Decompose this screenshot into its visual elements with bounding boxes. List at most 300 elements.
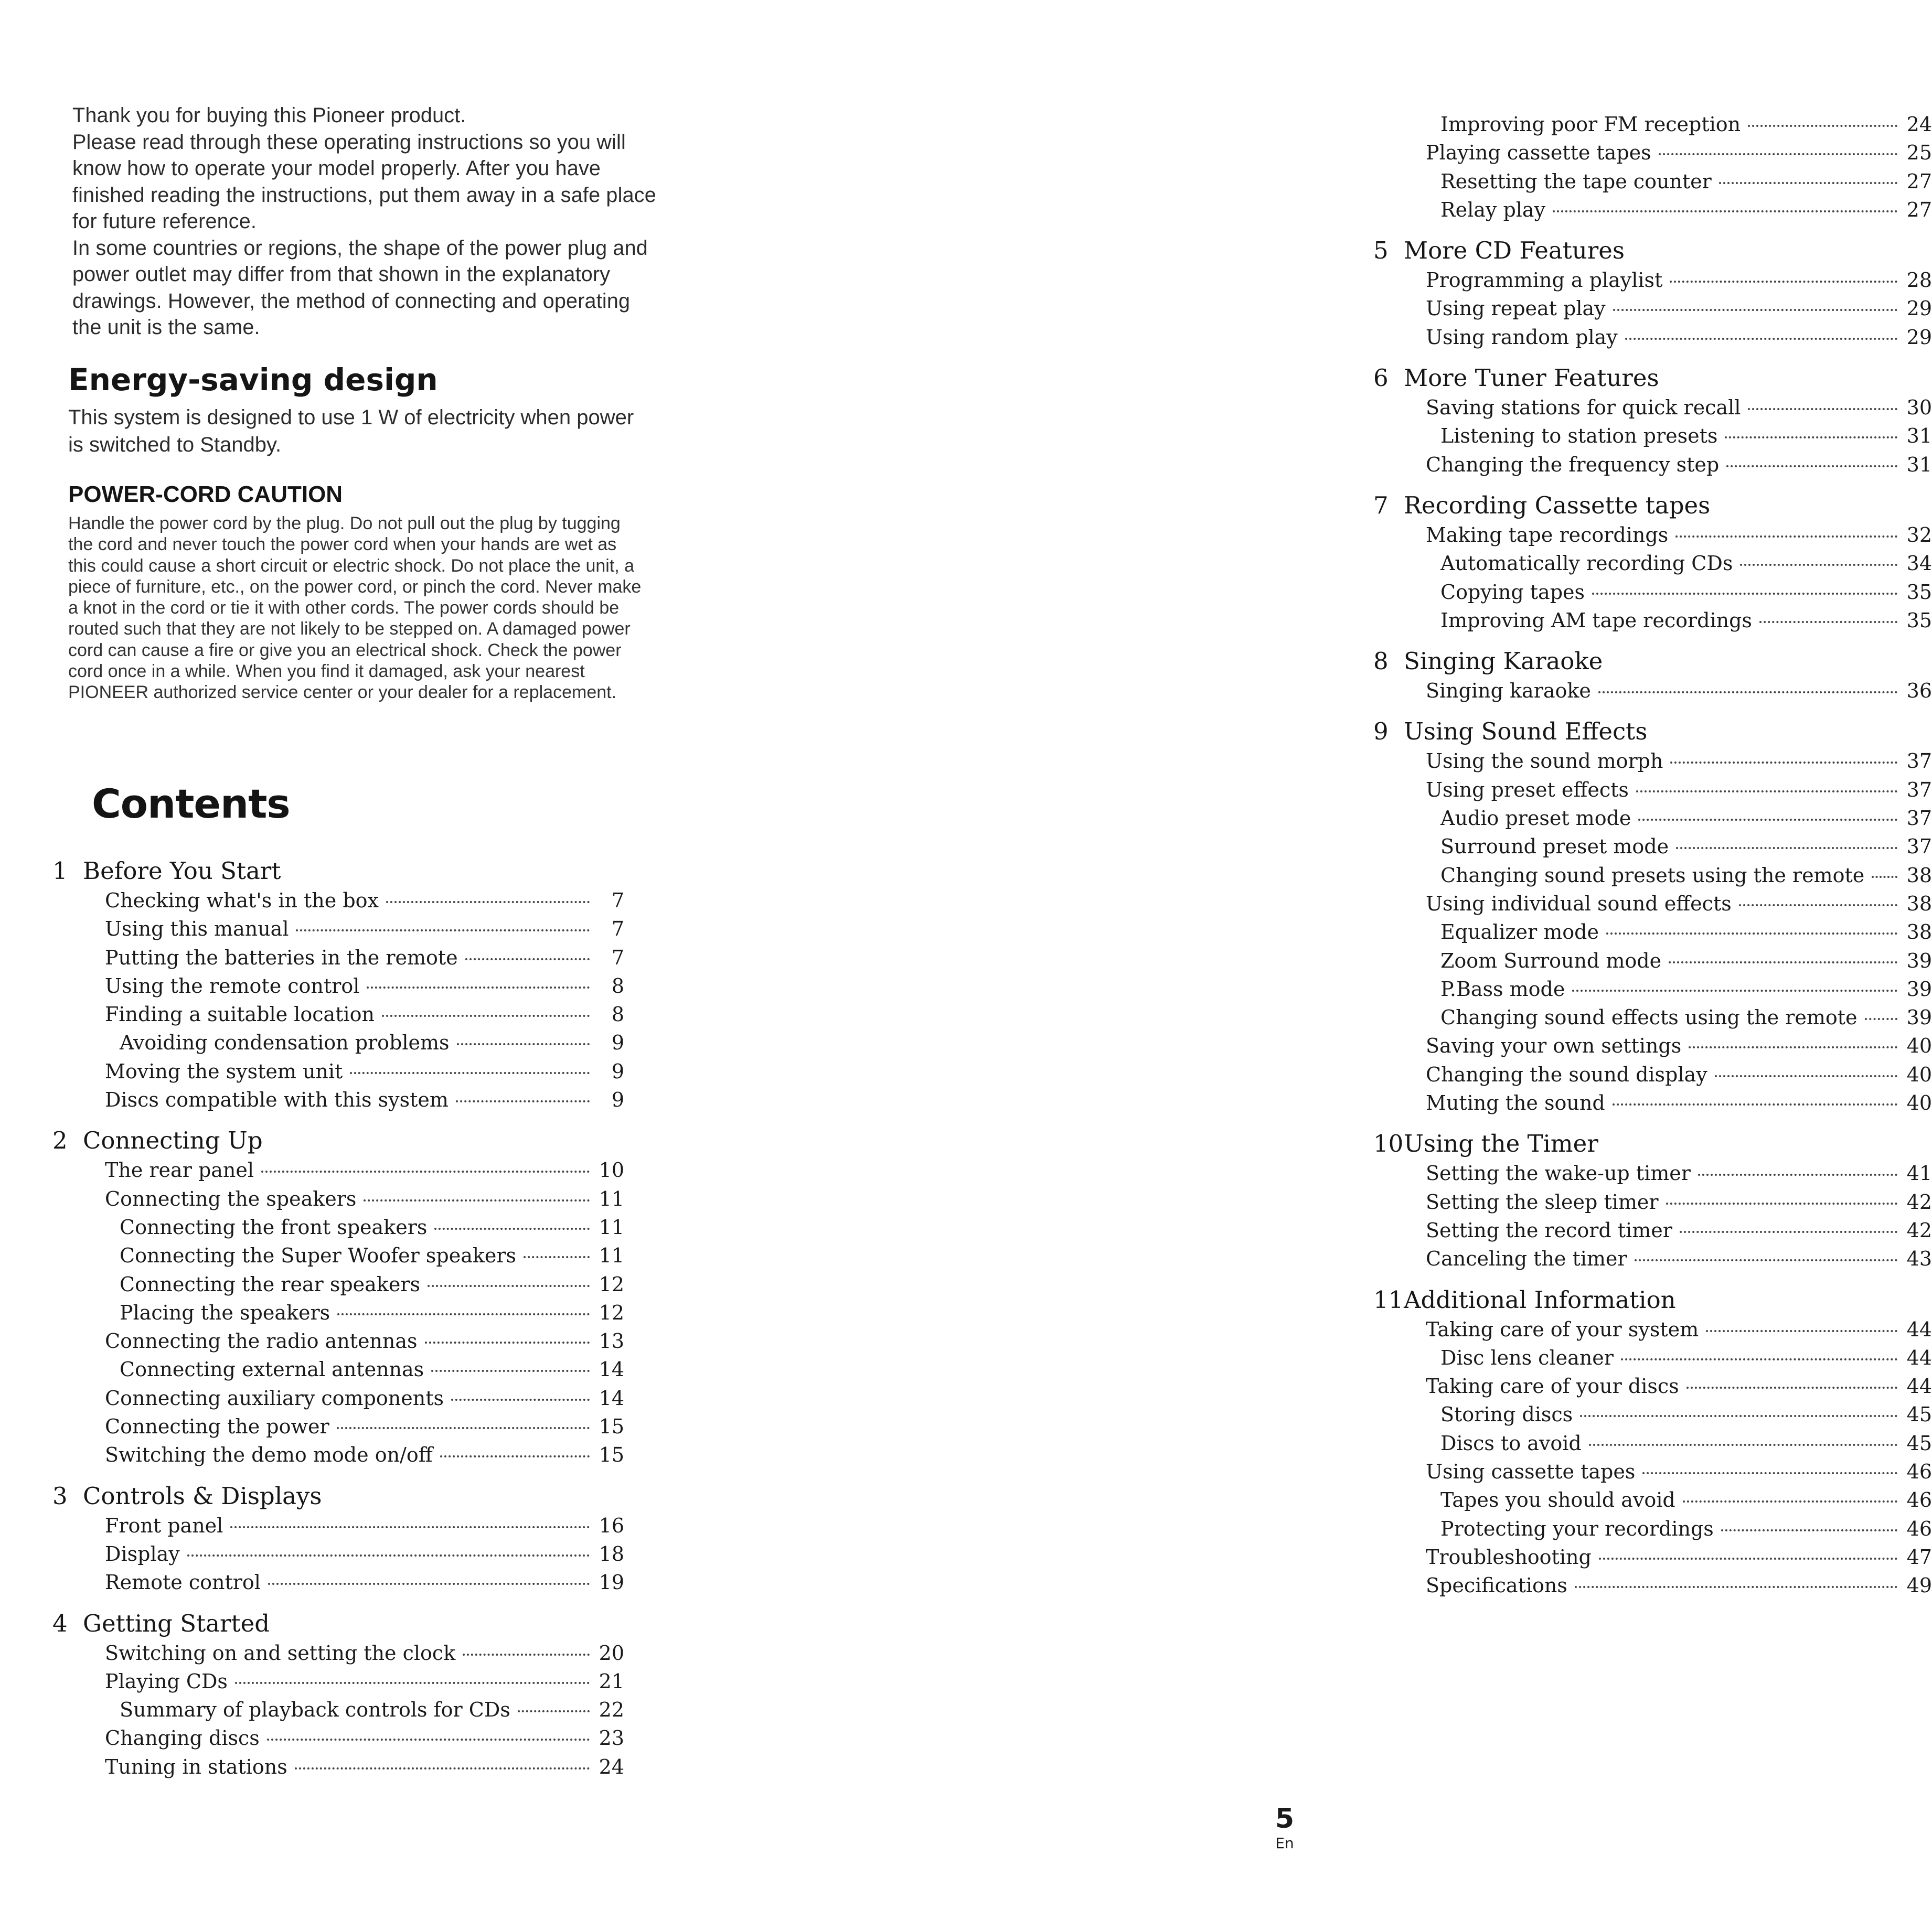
toc-entry-title: Canceling the timer <box>1426 1247 1627 1271</box>
toc-entry <box>52 1696 624 1724</box>
toc-entry-title: Playing CDs <box>105 1669 228 1693</box>
toc-leader-dots <box>1725 436 1897 438</box>
toc-leader-dots <box>1592 593 1897 595</box>
toc-entry <box>52 1355 624 1384</box>
toc-entry-page: 44 <box>1906 1346 1932 1369</box>
toc-entry-title: Listening to station presets <box>1440 424 1718 448</box>
toc-entry-title: Remote control <box>105 1571 261 1594</box>
toc-entry-title: Connecting external antennas <box>120 1358 424 1381</box>
toc-entry <box>1373 832 1932 861</box>
toc-entry-title: Finding a suitable location <box>105 1003 375 1026</box>
toc-leader-dots <box>1721 1529 1897 1531</box>
toc-entry-title: Changing sound presets using the remote <box>1440 863 1865 887</box>
toc-leader-dots <box>1572 990 1897 992</box>
toc-section-title <box>52 1608 624 1639</box>
toc-leader-dots <box>1635 1259 1897 1261</box>
toc-entry-page: 31 <box>1906 453 1932 476</box>
toc-entry-page: 11 <box>599 1244 624 1268</box>
toc-entry-page: 47 <box>1906 1545 1932 1569</box>
toc-right-column <box>1373 110 1932 1600</box>
toc-entry <box>52 1327 624 1355</box>
toc-section-number: 9 <box>1373 717 1389 746</box>
toc-section-title <box>52 1481 624 1511</box>
toc-entry <box>1373 1429 1932 1457</box>
toc-leader-dots <box>235 1682 590 1684</box>
toc-leader-dots <box>1636 790 1897 792</box>
toc-entry-page: 31 <box>1906 424 1932 448</box>
toc-entry-title: Connecting the speakers <box>105 1187 357 1210</box>
toc-section-number: 7 <box>1373 491 1389 519</box>
toc-entry <box>1373 1315 1932 1344</box>
toc-entry <box>1373 1372 1932 1400</box>
toc-entry-page: 7 <box>611 946 624 969</box>
toc-entry-page: 12 <box>599 1301 624 1324</box>
toc-entry <box>52 943 624 972</box>
toc-entry <box>1373 1571 1932 1600</box>
toc-entry <box>52 1639 624 1667</box>
toc-section-continued <box>1373 110 1932 224</box>
toc-entry-page: 42 <box>1906 1190 1932 1214</box>
section-gap <box>1373 635 1932 646</box>
toc-section <box>52 856 624 1114</box>
toc-entry-title: Connecting the Super Woofer speakers <box>120 1244 517 1268</box>
toc-entry <box>1373 1515 1932 1543</box>
toc-section-number: 2 <box>52 1127 68 1155</box>
toc-section-name: More CD Features <box>1404 237 1625 265</box>
toc-entry-title: Connecting the power <box>105 1415 329 1439</box>
toc-entry-title: Using the remote control <box>105 974 360 998</box>
toc-entry-page: 39 <box>1906 949 1932 972</box>
toc-section-title <box>1373 646 1932 677</box>
toc-entry-title: Setting the record timer <box>1426 1218 1672 1242</box>
toc-entry-page: 49 <box>1906 1574 1932 1597</box>
toc-entry-title: Front panel <box>105 1514 223 1537</box>
toc-entry <box>1373 1032 1932 1060</box>
toc-entry-page: 34 <box>1906 552 1932 575</box>
toc-entry <box>52 1270 624 1299</box>
toc-entry <box>1373 1344 1932 1372</box>
toc-section-title <box>1373 716 1932 747</box>
toc-leader-dots <box>230 1526 590 1528</box>
toc-entry <box>1373 549 1932 577</box>
toc-entry-page: 20 <box>599 1641 624 1665</box>
toc-leader-dots <box>1580 1415 1897 1417</box>
toc-entry-page: 12 <box>599 1272 624 1296</box>
toc-entry-title: Changing the frequency step <box>1426 453 1720 476</box>
toc-leader-dots <box>386 901 590 903</box>
toc-leader-dots <box>1748 408 1897 410</box>
page-number: 5 <box>1275 1803 1294 1835</box>
toc-entry-page: 38 <box>1906 920 1932 944</box>
toc-entry <box>1373 861 1932 889</box>
toc-entry-title: Tapes you should avoid <box>1440 1488 1675 1512</box>
toc-entry <box>1373 578 1932 606</box>
toc-entry-title: Taking care of your system <box>1426 1317 1699 1341</box>
toc-section <box>1373 646 1932 705</box>
toc-entry <box>1373 323 1932 351</box>
toc-leader-dots <box>463 1654 590 1656</box>
section-gap <box>1373 1117 1932 1129</box>
toc-entry-title: Avoiding condensation problems <box>120 1031 450 1055</box>
section-gap <box>52 1470 624 1481</box>
toc-section-name: Additional Information <box>1404 1285 1676 1314</box>
toc-leader-dots <box>367 986 590 989</box>
toc-entry-title: Setting the wake-up timer <box>1426 1162 1691 1185</box>
toc-leader-dots <box>1575 1586 1897 1588</box>
toc-entry-title: Using this manual <box>105 917 289 941</box>
toc-leader-dots <box>296 929 590 931</box>
toc-entry-title: Surround preset mode <box>1440 835 1669 859</box>
toc-entry-page: 13 <box>599 1329 624 1353</box>
toc-entry-page: 44 <box>1906 1317 1932 1341</box>
toc-entry <box>1373 975 1932 1003</box>
toc-leader-dots <box>1675 535 1897 538</box>
toc-leader-dots <box>350 1072 590 1074</box>
toc-entry <box>1373 196 1932 224</box>
toc-leader-dots <box>465 958 590 960</box>
toc-entry <box>52 1213 624 1241</box>
toc-entry-title: Placing the speakers <box>120 1301 330 1324</box>
toc-leader-dots <box>1676 847 1897 849</box>
toc-entry <box>1373 167 1932 196</box>
toc-section-name: Using Sound Effects <box>1404 717 1648 746</box>
toc-entry-page: 36 <box>1906 679 1932 703</box>
toc-entry-title: Switching the demo mode on/off <box>105 1443 433 1467</box>
toc-section <box>52 1608 624 1781</box>
toc-entry-page: 15 <box>599 1443 624 1467</box>
toc-entry-page: 37 <box>1906 835 1932 859</box>
toc-entry-title: Changing sound effects using the remote <box>1440 1006 1858 1029</box>
toc-entry-title: P.Bass mode <box>1440 977 1565 1001</box>
toc-leader-dots <box>1670 281 1897 283</box>
toc-section-name: Recording Cassette tapes <box>1404 491 1711 519</box>
toc-entry <box>1373 521 1932 549</box>
toc-entry <box>1373 1400 1932 1429</box>
toc-entry-page: 37 <box>1906 749 1932 773</box>
toc-entry-page: 24 <box>599 1755 624 1778</box>
toc-entry-title: Resetting the tape counter <box>1440 169 1712 193</box>
toc-leader-dots <box>1759 621 1897 623</box>
toc-entry-page: 21 <box>599 1669 624 1693</box>
section-gap <box>1373 351 1932 363</box>
toc-leader-dots <box>440 1455 590 1457</box>
toc-entry-title: Muting the sound <box>1426 1091 1605 1115</box>
toc-section-name: Controls & Displays <box>83 1482 322 1510</box>
toc-entry-title: Playing cassette tapes <box>1426 141 1651 165</box>
toc-section-title <box>1373 1129 1932 1159</box>
toc-leader-dots <box>1706 1330 1897 1332</box>
toc-entry <box>52 1540 624 1568</box>
toc-entry <box>52 1384 624 1412</box>
toc-section <box>1373 716 1932 1117</box>
contents-heading: Contents <box>92 780 290 827</box>
toc-entry <box>1373 776 1932 804</box>
toc-entry-page: 32 <box>1906 523 1932 546</box>
toc-leader-dots <box>1726 465 1897 467</box>
toc-entry-title: The rear panel <box>105 1159 254 1182</box>
toc-entry-page: 39 <box>1906 1006 1932 1029</box>
toc-entry-title: Checking what's in the box <box>105 889 379 912</box>
toc-leader-dots <box>1598 691 1897 693</box>
toc-section-number: 5 <box>1373 237 1389 265</box>
toc-leader-dots <box>1659 153 1897 155</box>
toc-entry-page: 42 <box>1906 1218 1932 1242</box>
section-gap <box>1373 1273 1932 1285</box>
toc-entry <box>52 1057 624 1086</box>
toc-entry-page: 29 <box>1906 325 1932 349</box>
toc-entry-title: Using repeat play <box>1426 297 1606 320</box>
toc-entry-page: 46 <box>1906 1460 1932 1483</box>
toc-entry <box>1373 266 1932 294</box>
toc-entry-page: 14 <box>599 1386 624 1410</box>
toc-entry-page: 23 <box>599 1726 624 1750</box>
toc-leader-dots <box>1589 1444 1897 1446</box>
toc-section-title <box>52 1125 624 1156</box>
toc-entry-title: Discs compatible with this system <box>105 1088 449 1112</box>
toc-section-number: 4 <box>52 1609 68 1637</box>
toc-entry-title: Disc lens cleaner <box>1440 1346 1614 1369</box>
toc-section-number: 3 <box>52 1482 68 1510</box>
toc-entry-title: Equalizer mode <box>1440 920 1599 944</box>
toc-left-column <box>52 856 624 1781</box>
toc-entry <box>1373 1543 1932 1571</box>
toc-entry-title: Singing karaoke <box>1426 679 1591 703</box>
toc-entry-page: 14 <box>599 1358 624 1381</box>
toc-section-number: 11 <box>1373 1285 1404 1314</box>
toc-entry <box>1373 294 1932 323</box>
toc-section-title <box>1373 1285 1932 1315</box>
toc-section-name: Singing Karaoke <box>1404 647 1603 675</box>
toc-entry-page: 40 <box>1906 1091 1932 1115</box>
toc-leader-dots <box>1719 182 1897 184</box>
toc-entry-page: 10 <box>599 1159 624 1182</box>
toc-entry-page: 8 <box>611 974 624 998</box>
toc-entry-title: Using preset effects <box>1426 778 1629 801</box>
toc-entry-title: Switching on and setting the clock <box>105 1641 456 1665</box>
toc-leader-dots <box>261 1171 590 1173</box>
toc-entry-title: Copying tapes <box>1440 580 1585 604</box>
toc-entry-title: Moving the system unit <box>105 1059 343 1083</box>
toc-entry <box>1373 1457 1932 1486</box>
page-footer <box>1275 1803 1294 1852</box>
toc-entry-page: 27 <box>1906 198 1932 221</box>
toc-leader-dots <box>451 1399 590 1401</box>
toc-section-title <box>1373 235 1932 266</box>
toc-section <box>1373 363 1932 479</box>
toc-entry <box>52 1000 624 1028</box>
power-cord-caution-text: Handle the power cord by the plug. Do not pull out the plug by tugging the cord and never touch the power cord when your hands are wet as this could cause a short circuit or electric shock. Do not place the unit, a piece of furniture, etc., on the power cord, or pinch the cord. Never make a knot in the cord or tie it with other cords. The power cords should be routed such that they are not likely to be stepped on. A damaged power cord can cause a fire or give you an electrical shock. Check the power cord once in a while. When you find it damaged, ask your nearest PIONEER authorized service center or your dealer for a replacement. <box>68 513 642 703</box>
toc-leader-dots <box>1698 1174 1897 1176</box>
toc-entry-page: 46 <box>1906 1517 1932 1540</box>
toc-leader-dots <box>1739 904 1897 906</box>
toc-leader-dots <box>1599 1558 1897 1560</box>
toc-leader-dots <box>1606 932 1897 935</box>
toc-entry-page: 15 <box>599 1415 624 1439</box>
toc-entry <box>52 1753 624 1781</box>
toc-entry-title: Setting the sleep timer <box>1426 1190 1659 1214</box>
toc-entry-title: Zoom Surround mode <box>1440 949 1662 972</box>
toc-entry <box>1373 606 1932 635</box>
energy-saving-text: This system is designed to use 1 W of electricity when power is switched to Standby. <box>68 406 634 456</box>
toc-entry <box>1373 1486 1932 1514</box>
toc-entry-page: 11 <box>599 1187 624 1210</box>
toc-leader-dots <box>1748 125 1897 127</box>
toc-leader-dots <box>456 1100 590 1102</box>
toc-entry-page: 45 <box>1906 1431 1932 1455</box>
intro-paragraph: Thank you for buying this Pioneer product. <box>72 104 466 127</box>
toc-entry-title: Using individual sound effects <box>1426 892 1732 915</box>
toc-entry <box>1373 1089 1932 1117</box>
section-gap <box>1373 479 1932 490</box>
toc-entry-title: Changing discs <box>105 1726 260 1750</box>
toc-entry <box>1373 947 1932 975</box>
toc-entry-title: Changing the sound display <box>1426 1063 1707 1086</box>
toc-leader-dots <box>295 1767 590 1769</box>
toc-section-name: Getting Started <box>83 1609 270 1637</box>
toc-section-number: 10 <box>1373 1130 1404 1158</box>
section-gap <box>52 1114 624 1125</box>
toc-entry-title: Using random play <box>1426 325 1618 349</box>
toc-leader-dots <box>1689 1046 1897 1048</box>
toc-leader-dots <box>518 1710 590 1712</box>
toc-section-number: 8 <box>1373 647 1389 675</box>
toc-entry-page: 40 <box>1906 1034 1932 1058</box>
toc-section <box>1373 1129 1932 1273</box>
section-gap <box>52 1597 624 1608</box>
toc-entry-page: 24 <box>1906 113 1932 136</box>
toc-leader-dots <box>1638 819 1897 821</box>
toc-leader-dots <box>1625 338 1897 340</box>
toc-entry <box>52 1156 624 1184</box>
toc-entry-title: Putting the batteries in the remote <box>105 946 458 969</box>
toc-entry-page: 39 <box>1906 977 1932 1001</box>
toc-leader-dots <box>1669 961 1897 963</box>
toc-entry <box>1373 677 1932 705</box>
toc-entry <box>52 915 624 943</box>
toc-entry <box>52 1568 624 1596</box>
toc-entry-page: 41 <box>1906 1162 1932 1185</box>
toc-leader-dots <box>1666 1203 1897 1205</box>
toc-entry-page: 37 <box>1906 807 1932 830</box>
toc-entry <box>52 1667 624 1696</box>
toc-entry-page: 28 <box>1906 269 1932 292</box>
toc-leader-dots <box>434 1228 590 1230</box>
toc-entry-title: Saving stations for quick recall <box>1426 396 1741 420</box>
toc-section <box>1373 490 1932 635</box>
toc-entry <box>52 1441 624 1469</box>
toc-entry-page: 45 <box>1906 1403 1932 1427</box>
toc-entry-page: 40 <box>1906 1063 1932 1086</box>
toc-section-title <box>1373 490 1932 521</box>
toc-entry <box>1373 451 1932 479</box>
toc-section <box>1373 235 1932 351</box>
toc-entry-page: 27 <box>1906 169 1932 193</box>
toc-entry <box>52 972 624 1000</box>
toc-entry-page: 46 <box>1906 1488 1932 1512</box>
toc-section-name: Connecting Up <box>83 1127 263 1155</box>
toc-entry-page: 16 <box>599 1514 624 1537</box>
toc-entry <box>52 1511 624 1540</box>
toc-entry-page: 9 <box>611 1059 624 1083</box>
toc-entry-title: Audio preset mode <box>1440 807 1631 830</box>
toc-entry <box>52 1241 624 1270</box>
power-cord-caution-heading: POWER-CORD CAUTION <box>68 481 343 507</box>
toc-section-name: Using the Timer <box>1404 1130 1598 1158</box>
toc-entry <box>52 1724 624 1752</box>
section-gap <box>1373 705 1932 716</box>
toc-section <box>1373 1285 1932 1600</box>
toc-entry <box>1373 110 1932 138</box>
toc-entry-title: Making tape recordings <box>1426 523 1669 546</box>
toc-leader-dots <box>337 1427 590 1429</box>
toc-leader-dots <box>1553 210 1897 212</box>
toc-entry-title: Display <box>105 1542 180 1565</box>
toc-entry <box>1373 747 1932 775</box>
toc-leader-dots <box>425 1342 590 1344</box>
toc-entry-page: 30 <box>1906 396 1932 420</box>
toc-leader-dots <box>1613 309 1897 311</box>
toc-entry-title: Taking care of your discs <box>1426 1375 1679 1398</box>
toc-entry-title: Automatically recording CDs <box>1440 552 1733 575</box>
toc-entry <box>52 1412 624 1441</box>
toc-entry-title: Connecting the rear speakers <box>120 1272 420 1296</box>
toc-entry <box>52 1299 624 1327</box>
toc-entry-title: Using cassette tapes <box>1426 1460 1636 1483</box>
page-language: En <box>1275 1835 1294 1852</box>
toc-entry <box>1373 1245 1932 1273</box>
toc-entry-page: 35 <box>1906 608 1932 632</box>
toc-entry-page: 29 <box>1906 297 1932 320</box>
toc-entry <box>1373 422 1932 450</box>
toc-leader-dots <box>268 1583 590 1585</box>
toc-entry <box>1373 1003 1932 1032</box>
toc-leader-dots <box>1642 1472 1897 1474</box>
toc-entry-page: 9 <box>611 1088 624 1112</box>
toc-entry-title: Relay play <box>1440 198 1546 221</box>
toc-leader-dots <box>267 1739 590 1741</box>
toc-leader-dots <box>1670 762 1897 764</box>
toc-entry-title: Improving poor FM reception <box>1440 113 1741 136</box>
toc-entry-title: Storing discs <box>1440 1403 1573 1427</box>
toc-entry <box>1373 138 1932 167</box>
toc-entry-page: 11 <box>599 1215 624 1239</box>
toc-entry-page: 8 <box>611 1003 624 1026</box>
toc-section-title <box>1373 363 1932 393</box>
toc-section-number: 1 <box>52 857 68 885</box>
toc-entry-title: Connecting the front speakers <box>120 1215 428 1239</box>
toc-entry <box>52 1185 624 1213</box>
toc-entry-page: 18 <box>599 1542 624 1565</box>
toc-leader-dots <box>1687 1387 1897 1389</box>
toc-leader-dots <box>1740 564 1897 566</box>
toc-entry <box>1373 889 1932 918</box>
toc-leader-dots <box>524 1256 590 1258</box>
toc-entry-title: Connecting auxiliary components <box>105 1386 444 1410</box>
intro-paragraph: In some countries or regions, the shape of the power plug and power outlet may differ from that shown in the explanatory drawings. However, the method of connecting and operating the unit is the same. <box>72 236 648 339</box>
toc-entry-page: 25 <box>1906 141 1932 165</box>
toc-leader-dots <box>431 1370 590 1372</box>
toc-section-name: Before You Start <box>83 857 281 885</box>
toc-section <box>52 1481 624 1597</box>
toc-entry-title: Saving your own settings <box>1426 1034 1682 1058</box>
toc-leader-dots <box>364 1199 590 1202</box>
toc-leader-dots <box>1683 1500 1897 1503</box>
toc-entry <box>1373 1060 1932 1089</box>
toc-section-title <box>52 856 624 886</box>
toc-entry-title: Protecting your recordings <box>1440 1517 1714 1540</box>
toc-entry-title: Using the sound morph <box>1426 749 1663 773</box>
toc-entry-title: Discs to avoid <box>1440 1431 1582 1455</box>
